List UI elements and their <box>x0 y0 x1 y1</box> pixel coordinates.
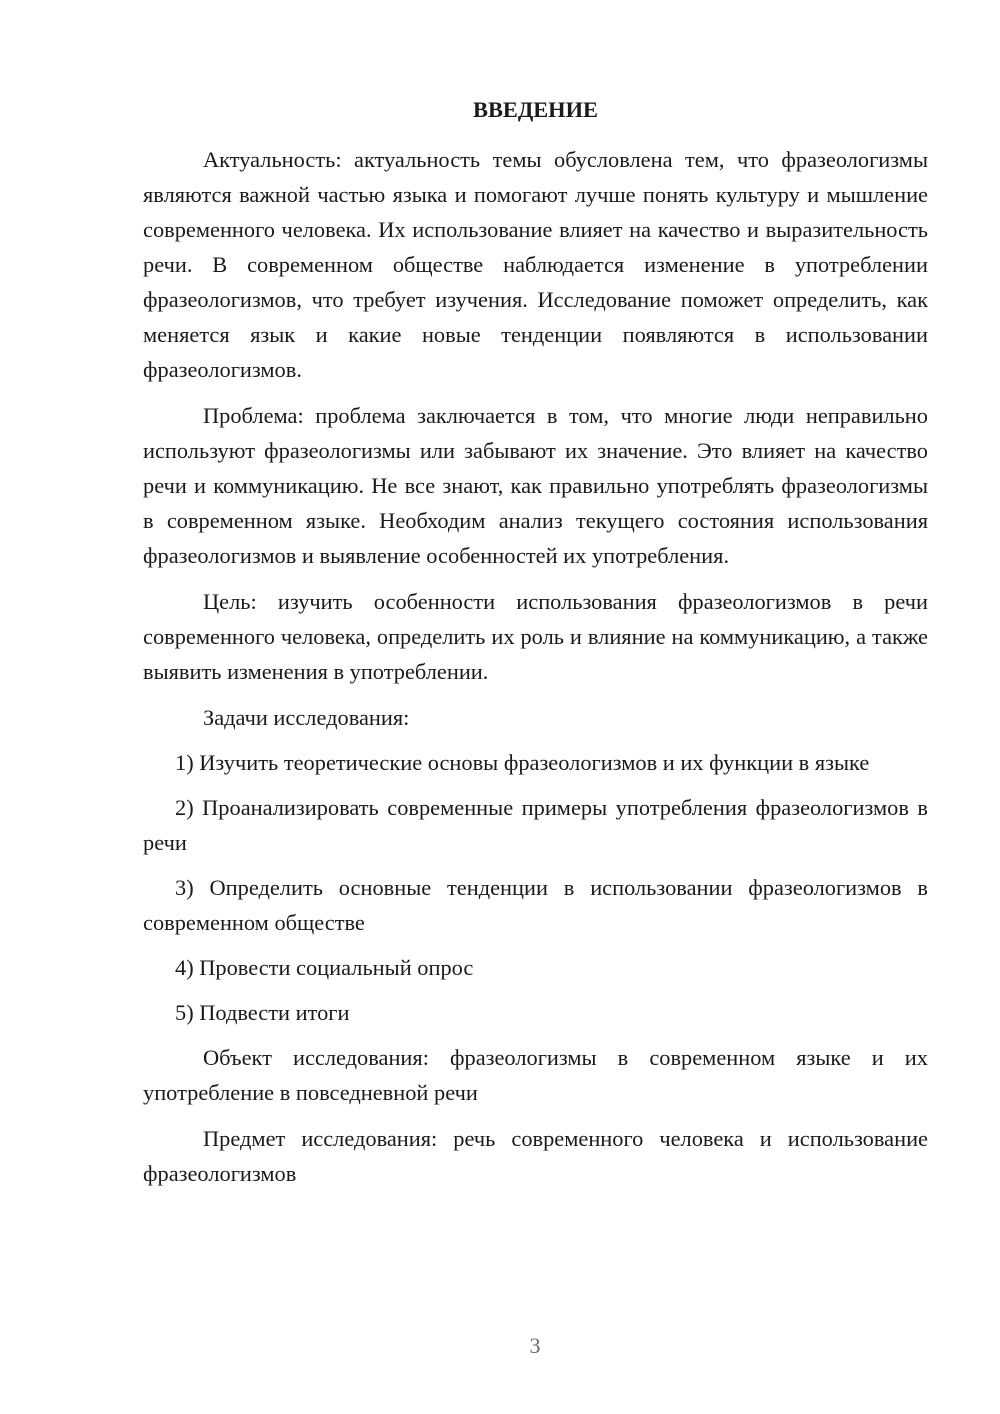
page-content <box>143 92 928 1202</box>
problem-paragraph: Проблема: проблема заключается в том, что многие люди неправильно используют фразеологизмы или забывают их значение. Это влияет на качество речи и коммуникацию. Не все знают, как правильно употреблять фразеологизмы в современном языке. Необходим анализ текущего состояния использования фразеологизмов и выявление особенностей их употребления. <box>143 403 928 568</box>
task-item-5: 5) Подвести итоги <box>175 1000 350 1025</box>
task-item-1: 1) Изучить теоретические основы фразеологизмов и их функции в языке <box>175 750 870 775</box>
tasks-title: Задачи исследования: <box>203 705 410 730</box>
task-item-4: 4) Провести социальный опрос <box>175 955 474 980</box>
subject-paragraph: Предмет исследования: речь современного человека и использование фразеологизмов <box>143 1126 928 1186</box>
task-item-2: 2) Проанализировать современные примеры употребления фразеологизмов в речи <box>143 795 928 855</box>
page-title: ВВЕДЕНИЕ <box>473 97 598 122</box>
relevance-paragraph: Актуальность: актуальность темы обусловлена тем, что фразеологизмы являются важной частью языка и помогают лучше понять культуру и мышление современного человека. Их использование влияет на качество и выразительность речи. В современном обществе наблюдается изменение в употреблении фразеологизмов, что требует изучения. Исследование поможет определить, как меняется язык и какие новые тенденции появляются в использовании фразеологизмов. <box>143 147 928 382</box>
task-item-3: 3) Определить основные тенденции в использовании фразеологизмов в современном обществе <box>143 875 928 935</box>
page-number: 3 <box>529 1333 541 1358</box>
goal-paragraph: Цель: изучить особенности использования фразеологизмов в речи современного человека, определить их роль и влияние на коммуникацию, а также выявить изменения в употреблении. <box>143 589 928 684</box>
object-paragraph: Объект исследования: фразеологизмы в современном языке и их употребление в повседневной речи <box>143 1045 928 1105</box>
